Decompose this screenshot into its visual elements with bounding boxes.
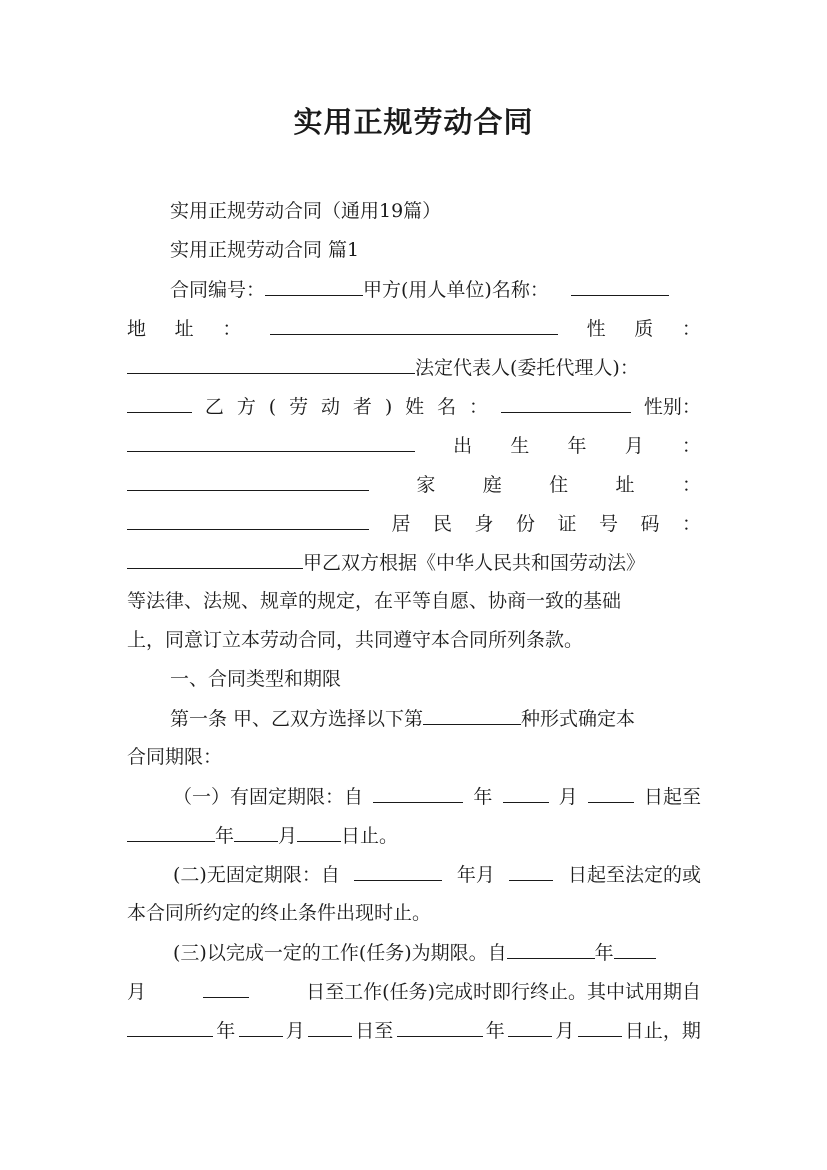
task-term-text: 日至工作(任务)完成时即行终止。其中试用期自 [306,981,701,1003]
start-month-blank [503,783,549,803]
id-char: 号 [598,513,618,535]
gender-label: 性别： [643,396,701,418]
birth-date-row [127,432,701,459]
year-month-label: 年月 [456,864,495,886]
id-char: 证 [557,513,577,535]
start-year-blank [373,783,463,803]
year-label: 年 [215,825,235,847]
year-label: 年 [485,1020,505,1042]
probation-start-day-blank [308,1017,352,1037]
home-char: 家 [416,474,436,496]
probation-start-month-blank [239,1017,283,1037]
id-char: 份 [515,513,535,535]
contract-number-label: 合同编号： [170,279,266,301]
birth-char: ： [681,435,701,457]
day-to-label: 日至 [355,1020,394,1042]
legal-rep-label: 法定代表人(委托代理人)： [415,357,639,379]
id-number-blank [127,549,303,569]
contract-number-blank [265,276,363,296]
start-day-blank [588,783,634,803]
birth-char: 生 [510,435,530,457]
clause-one-text-end: 种形式确定本 [521,708,636,730]
section-heading: 一、合同类型和期限 [170,668,342,690]
birth-char: 年 [567,435,587,457]
employer-name-blank [571,276,669,296]
law-basis-text: 甲乙双方根据《中华人民共和国劳动法》 [303,552,646,574]
page-title: 实用正规劳动合同 [293,105,534,139]
option-task-label: (三)以完成一定的工作(任务)为期限。自 [173,942,507,964]
article-heading: 实用正规劳动合同 篇1 [170,239,360,261]
end-month-blank [234,822,278,842]
employee-char: 动 [321,396,341,418]
option-open-label: (二)无固定期限：自 [173,864,340,886]
address-char: 址 [174,318,194,340]
year-label: 年 [216,1020,236,1042]
contract-number-row [170,276,701,303]
day-end-label: 日止，期 [624,1020,701,1042]
employee-char: 姓 [405,396,425,418]
law-basis-row [127,549,701,576]
home-char: 址 [615,474,635,496]
month-label: 月 [127,981,147,1003]
open-term-text: 日起至法定的或 [567,864,701,886]
option-fixed-label: （一）有固定期限：自 [173,786,364,808]
task-start-month-blank [614,939,656,959]
employee-name-row [127,393,701,420]
option-task-term-row [173,939,701,966]
id-char: ： [681,513,701,535]
paragraph-line: 上，同意订立本劳动合同，共同遵守本合同所列条款。 [127,629,584,651]
option-fixed-term-cont [127,822,701,849]
birth-char: 月 [624,435,644,457]
address-row [127,315,701,342]
nature-char: 性 [586,318,606,340]
employee-char: ) [384,396,393,418]
address-blank [270,315,558,335]
open-start-day-blank [509,861,553,881]
employee-char: ： [469,396,489,418]
open-start-year-blank [354,861,442,881]
home-char: 庭 [482,474,502,496]
day-label: 日起至 [643,786,701,808]
address-char: ： [222,318,242,340]
month-label: 月 [558,786,578,808]
probation-end-month-blank [508,1017,552,1037]
clause-one-row [170,705,701,732]
probation-end-year-blank [397,1017,483,1037]
option-task-term-cont [127,978,701,1005]
home-address-blank [127,510,369,530]
id-char: 码 [640,513,660,535]
id-char: 居 [391,513,411,535]
end-day-blank [297,822,341,842]
option-open-term-row [173,861,701,888]
employee-char: 方 [236,396,256,418]
nature-blank [127,354,415,374]
employee-char: 名 [437,396,457,418]
gender-blank [127,432,415,452]
day-label: 日止。 [341,825,399,847]
year-label: 年 [594,942,614,964]
id-char: 身 [474,513,494,535]
legal-rep-row [127,354,701,381]
employee-char: 劳 [289,396,309,418]
home-char: ： [681,474,701,496]
clause-one-cont: 合同期限： [127,746,223,768]
subtitle: 实用正规劳动合同（通用19篇） [170,200,442,222]
id-char: 民 [432,513,452,535]
task-start-day-blank [203,978,249,998]
month-label: 月 [285,1020,305,1042]
contract-form-blank [423,705,521,725]
nature-char: 质 [634,318,654,340]
probation-end-day-blank [578,1017,622,1037]
home-address-row [127,471,701,498]
end-year-blank [127,822,215,842]
month-label: 月 [278,825,298,847]
home-char: 住 [549,474,569,496]
paragraph-line: 等法律、法规、规章的规定，在平等自愿、协商一致的基础 [127,590,622,612]
employee-char: 乙 [204,396,224,418]
nature-char: ： [681,318,701,340]
birth-date-blank [127,471,369,491]
option-open-term-cont: 本合同所约定的终止条件出现时止。 [127,902,432,924]
employee-name-blank [501,393,631,413]
probation-start-year-blank [127,1017,213,1037]
option-fixed-term-row [173,783,701,810]
clause-one-text: 第一条 甲、乙双方选择以下第 [170,708,424,730]
employee-char: ( [268,396,277,418]
task-start-year-blank [507,939,595,959]
probation-row [127,1017,701,1044]
birth-char: 出 [453,435,473,457]
legal-rep-blank [127,393,192,413]
employee-char: 者 [352,396,372,418]
employer-name-label: 甲方(用人单位)名称： [363,279,549,301]
month-label: 月 [555,1020,575,1042]
year-label: 年 [473,786,493,808]
address-char: 地 [127,318,147,340]
id-number-row [127,510,701,537]
